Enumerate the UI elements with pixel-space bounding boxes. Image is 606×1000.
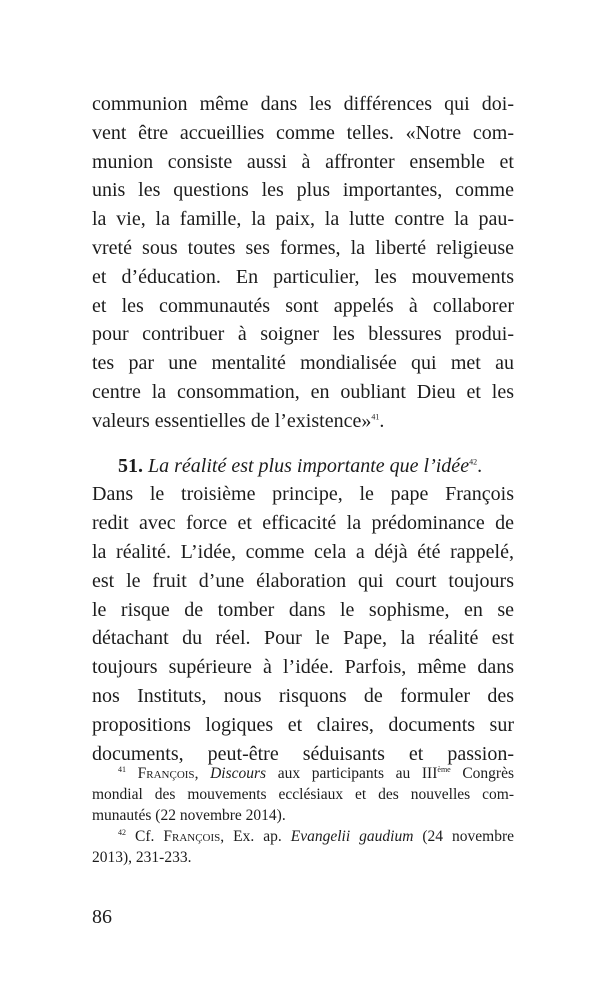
text-fragment: .	[379, 409, 385, 432]
footnote-41-line: munautés (22 novembre 2014).	[92, 807, 286, 824]
footnote-41-line: $^{41}$ François, Discours aux participants au IIIème Congrès	[118, 764, 515, 782]
text-line: munion consiste aussi à affronter ensemble et	[92, 150, 514, 173]
text-line: communion même dans les différences qui doi-	[92, 93, 514, 115]
footnote-41-line: mondial des mouvements ecclésiaux et des nouvelles com-	[92, 786, 514, 803]
text-line: est le fruit d’une élaboration qui court toujours	[92, 569, 514, 592]
text-line: et d’éducation. En particulier, les mouvements	[92, 265, 514, 288]
footnote-author: François	[163, 828, 221, 845]
text-line: tes par une mentalité mondialisée qui met au	[92, 352, 514, 375]
text-fragment: .	[477, 454, 483, 477]
text-line: unis les questions les plus importantes, comme	[92, 179, 514, 202]
footnote-title: Evangelii gaudium	[290, 828, 414, 845]
footnote-author: François	[137, 765, 195, 782]
footnote-42-line: 2013), 231-233.	[92, 849, 192, 866]
section-heading: La réalité est plus importante que l’idée	[148, 454, 470, 477]
footnotes	[92, 763, 514, 868]
text-line: vreté sous toutes ses formes, la liberté religieuse	[92, 236, 514, 259]
section-heading-line	[92, 452, 514, 481]
text-line: nos Instituts, nous risquons de formuler des	[92, 684, 514, 707]
text-line: la vie, la famille, la paix, la lutte contre la pau-	[92, 208, 514, 231]
page-body	[92, 90, 514, 768]
footnote-title: Discours	[210, 765, 267, 782]
text-line: documents, peut-être séduisants et passion-	[92, 742, 514, 765]
text-line: centre la consommation, en oubliant Dieu et les	[92, 380, 514, 403]
ordinal-suffix: ème	[437, 764, 451, 774]
text-line: redit avec force et efficacité la prédominance de	[92, 512, 514, 535]
text-line: pour contribuer à soigner les blessures produi-	[92, 323, 514, 346]
footnote-number-41: 41	[118, 764, 126, 774]
text-line: propositions logiques et claires, documents sur	[92, 713, 514, 736]
footnote-number-42: 42	[118, 827, 126, 837]
paragraph-51	[92, 452, 514, 769]
text-fragment: (24 novembre	[413, 828, 515, 845]
footnote-42-line	[92, 826, 514, 847]
text-line: la réalité. L’idée, comme cela a déjà été rappelé,	[92, 540, 514, 563]
text-line: détachant du réel. Pour le Pape, la réalité est	[92, 627, 514, 650]
text-fragment: Cf.	[135, 828, 164, 845]
section-number: 51.	[118, 454, 143, 477]
text-line: le risque de tomber dans le sophisme, en se	[92, 598, 514, 621]
footnote-ref-42[interactable]: 42	[469, 456, 478, 466]
page-number: 86	[92, 906, 112, 928]
text-line: vent être accueillies comme telles. «Notre com-	[92, 121, 514, 144]
text-line: et les communautés sont appelés à collaborer	[92, 294, 514, 317]
text-fragment: valeurs essentielles de l’existence»	[92, 409, 372, 432]
text-fragment: Congrès	[450, 765, 515, 782]
text-line: toujours supérieure à l’idée. Parfois, même dans	[92, 656, 514, 679]
footnote-ref-41[interactable]: 41	[371, 412, 380, 422]
text-fragment: aux participants au III	[266, 765, 438, 782]
paragraph-50-continuation	[92, 90, 514, 436]
text-line: Dans le troisième principe, le pape François	[92, 483, 514, 506]
text-line-last	[92, 407, 514, 436]
text-fragment: , Ex. ap.	[220, 828, 291, 845]
